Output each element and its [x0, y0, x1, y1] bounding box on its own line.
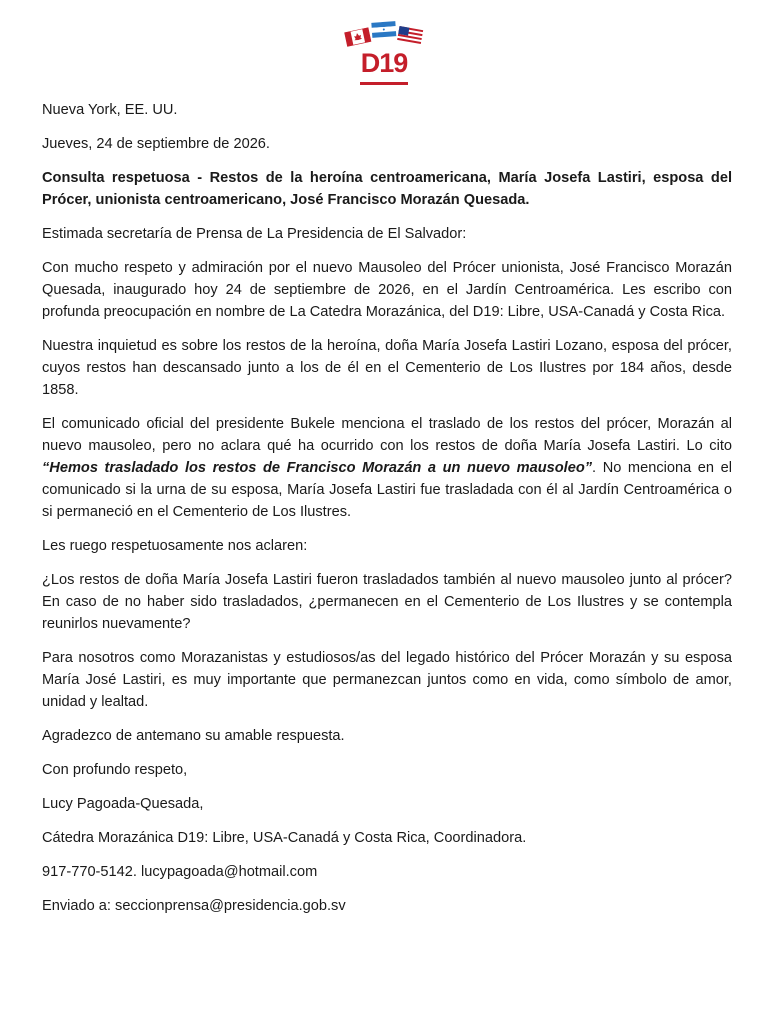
letter-subject: Consulta respetuosa - Restos de la heroína centroamericana, María Josefa Lastiri, esposa del Prócer, unionista centroamericano, José Francisco Morazán Quesada.	[42, 170, 732, 208]
signature-name: Lucy Pagoada-Quesada,	[42, 796, 204, 812]
communique-text-after: . No menciona en el comunicado si la urna de su esposa, María Josefa Lastiri fue trasladada con él al Jardín Centroamérica o si permaneció en el Cementerio de Los Ilustres.	[42, 460, 732, 520]
paragraph-importance: Para nosotros como Morazanistas y estudiosos/as del legado histórico del Prócer Morazán y su esposa María José Lastiri, es muy importante que permanezcan juntos como en vida, como símbolo de amor, unidad y lealtad.	[42, 650, 732, 710]
paragraph-mausoleum: Con mucho respeto y admiración por el nuevo Mausoleo del Prócer unionista, José Francisco Morazán Quesada, inaugurado hoy 24 de septiembre de 2026, en el Jardín Centroamérica. Les escribo con profunda preocupación en nombre de La Catedra Morazánica, del D19: Libre, USA-Canadá y Costa Rica.	[42, 260, 732, 320]
paragraph-communique	[42, 413, 732, 523]
sent-to-line: Enviado a: seccionprensa@presidencia.gob.sv	[42, 898, 346, 914]
canada-flag-icon	[345, 28, 371, 47]
closing-line: Con profundo respeto,	[42, 762, 188, 778]
letter-date: Jueves, 24 de septiembre de 2026.	[42, 136, 270, 152]
flags-icon	[344, 18, 424, 50]
signature-title: Cátedra Morazánica D19: Libre, USA-Canadá y Costa Rica, Coordinadora.	[42, 830, 527, 846]
letter-greeting: Estimada secretaría de Prensa de La Presidencia de El Salvador:	[42, 226, 467, 242]
logo-text: D19	[360, 48, 408, 78]
communique-quote: “Hemos trasladado los restos de Francisco Morazán a un nuevo mausoleo”	[42, 460, 593, 476]
paragraph-concern: Nuestra inquietud es sobre los restos de la heroína, doña María Josefa Lastiri Lozano, esposa del prócer, cuyos restos han descansado junto a los de él en el Cementerio de Los Ilustres por 184 años, desde 1858.	[42, 338, 732, 398]
contact-line: 917-770-5142. lucypagoada@hotmail.com	[42, 864, 318, 880]
honduras-flag-icon	[371, 21, 396, 38]
logo-underline	[360, 82, 408, 85]
usa-flag-icon	[397, 26, 423, 44]
thanks-line: Agradezco de antemano su amable respuesta.	[42, 728, 345, 744]
letter-location: Nueva York, EE. UU.	[42, 102, 178, 118]
communique-text-before: El comunicado oficial del presidente Bukele menciona el traslado de los restos del prócer, Morazán al nuevo mausoleo, pero no aclara qué ha ocurrido con los restos de doña María Josefa Lastiri. Lo cito	[42, 416, 732, 454]
paragraph-question: ¿Los restos de doña María Josefa Lastiri fueron trasladados también al nuevo mausoleo junto al prócer? En caso de no haber sido trasladados, ¿permanecen en el Cementerio de Los Ilustres y se contempla reunirlos nuevamente?	[42, 572, 732, 632]
letter-body	[42, 99, 732, 929]
request-intro: Les ruego respetuosamente nos aclaren:	[42, 538, 308, 554]
d19-logo	[336, 18, 432, 90]
